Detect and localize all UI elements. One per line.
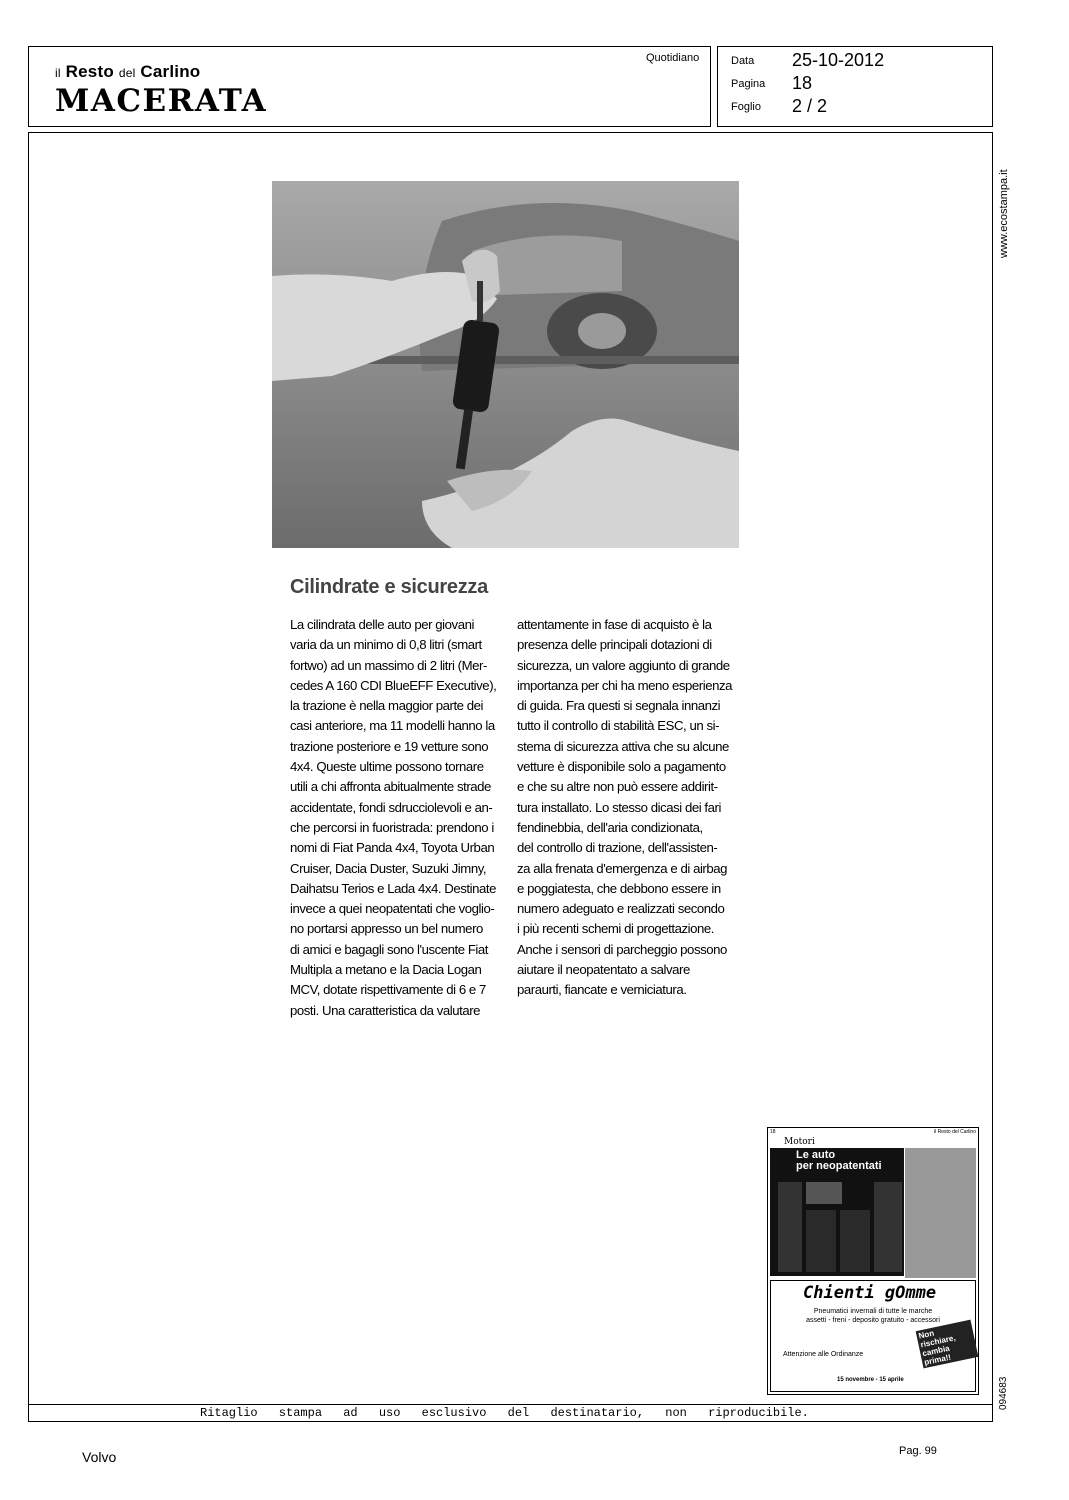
advert-attention: Attenzione alle Ordinanze	[783, 1351, 864, 1358]
clipping-code: 094683	[998, 1376, 1009, 1410]
page-label: Pagina	[731, 78, 766, 90]
advert-brand: Chienti gOmme	[803, 1283, 937, 1303]
edition-title: MACERATA	[55, 83, 268, 119]
date-label: Data	[731, 55, 755, 67]
publication-name-1: Resto	[65, 62, 114, 81]
thumbnail-side-column	[905, 1148, 976, 1278]
thumbnail-headline-1: Le auto	[796, 1149, 836, 1161]
publication-prefix: il	[55, 66, 61, 80]
thumbnail-advert	[770, 1280, 976, 1392]
thumbnail-headline	[796, 1150, 882, 1172]
article-column-2: attentamente in fase di acquisto è la presenza delle principali dotazioni di sicurezza, un valore aggiunto di grande importanza per chi ha meno esperienza di guida. Fra questi si segnala innanzi tutto il controllo di stabilità ESC, un si- stema di sicurezza attiva che su alcune vetture è disponibile solo a pagamento e che su altre non può essere addirit- tura installato. Lo stesso dicasi dei fari fendinebbia, dell'aria condizionata, del controllo di trazione, dell'assisten- za alla frenata d'emergenza e di airbag e poggiatesta, che debbono essere in numero adeguato e realizzati secondo i più recenti schemi di progettazione. Anche i sensori di parcheggio possono aiutare il neopatentato a salvare paraurti, fiancate e verniciatura.	[517, 617, 732, 998]
page-value: 18	[792, 73, 813, 93]
article-column-1: La cilindrata delle auto per giovani varia da un minimo di 0,8 litri (smart fortwo) ad un massimo di 2 litri (Mer- cedes A 160 CDI BlueEFF Executive), la trazione è nella maggior parte dei casi anteriore, ma 11 modelli hanno la trazione posteriore e 19 vetture sono 4x4. Queste ultime possono tornare utili a chi affronta abitualmente strade accidentate, fondi sdrucciolevoli e an- che percorsi in fuoristrada: prendono i nomi di Fiat Panda 4x4, Toyota Urban Cruiser, Dacia Duster, Suzuki Jimny, Daihatsu Terios e Lada 4x4. Destinate invece a quei neopatentati che voglio- no portarsi appresso un bel numero di amici e bagagli sono l'uscente Fiat Multipla a metano e la Dacia Logan MCV, dotate rispettivamente di 6 e 7 posti. Una caratteristica da valutare	[290, 617, 497, 1018]
publication-name-2: Carlino	[140, 62, 201, 81]
advert-dates: 15 novembre - 15 aprile	[837, 1377, 904, 1383]
advert-line-1: Pneumatici invernali di tutte le marche	[813, 1308, 933, 1315]
thumbnail-headline-2: per neopatentati	[796, 1160, 882, 1172]
page-thumbnail	[767, 1127, 979, 1395]
thumbnail-section: Motori	[784, 1137, 815, 1147]
publication-connector: del	[118, 66, 136, 80]
sheet-value: 2 / 2	[792, 96, 828, 116]
publication-name	[55, 62, 200, 82]
reproduction-notice: Ritaglio stampa ad uso esclusivo del destinatario, non riproducibile.	[200, 1406, 809, 1420]
thumbnail-page-number: 18	[770, 1129, 776, 1135]
source-url: www.ecostampa.it	[998, 169, 1010, 258]
page-number: Pag. 99	[899, 1445, 937, 1457]
date-value: 25-10-2012	[792, 50, 885, 70]
article-photo	[272, 181, 739, 548]
thumbnail-masthead: il Resto del Carlino	[934, 1129, 976, 1135]
article-title: Cilindrate e sicurezza	[290, 576, 488, 598]
thumbnail-header	[770, 1129, 976, 1137]
client-brand: Volvo	[82, 1449, 117, 1465]
sheet-label: Foglio	[731, 101, 761, 113]
advert-line-2: assetti - freni - deposito gratuito - accessori	[806, 1317, 940, 1324]
car-keys-illustration	[272, 181, 739, 548]
frequency-label: Quotidiano	[646, 52, 700, 64]
advert-stamp: Non rischiare, cambia prima!!	[916, 1320, 979, 1369]
footer-divider	[28, 1404, 993, 1405]
